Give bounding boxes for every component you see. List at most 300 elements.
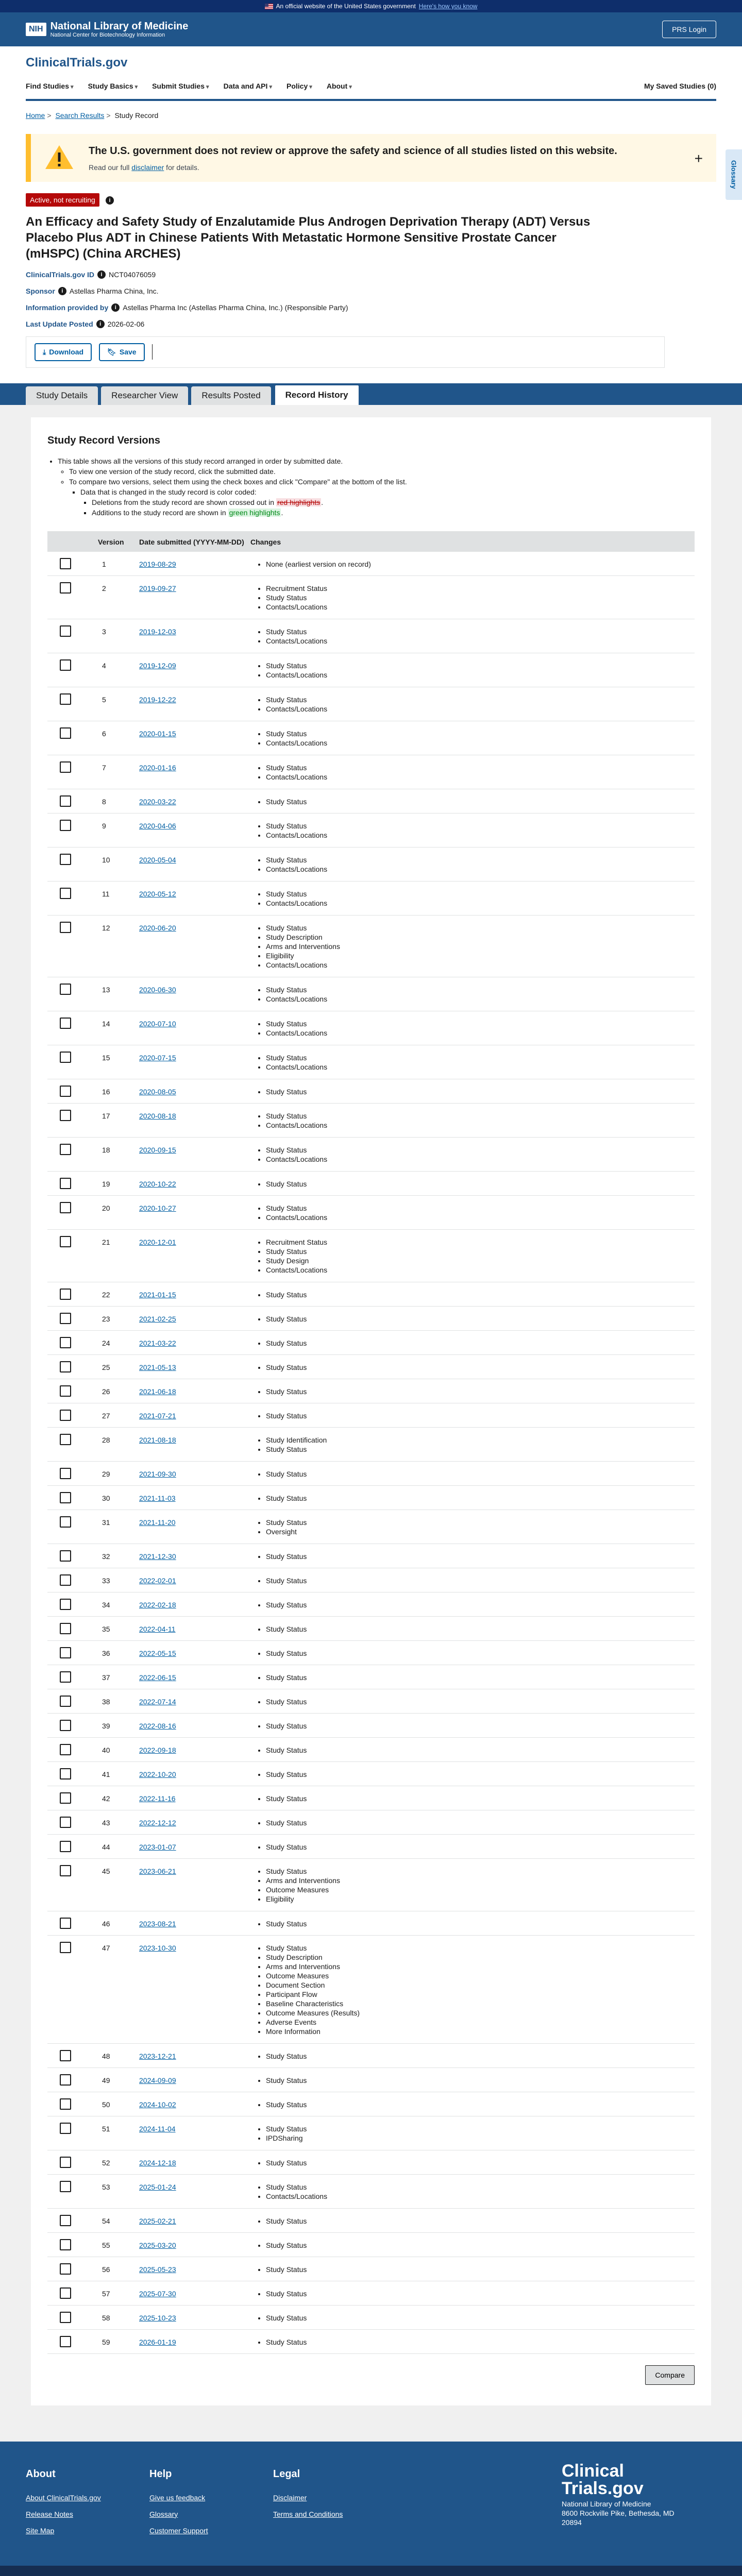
version-checkbox[interactable] [60, 1434, 71, 1445]
change-item: • Document Section [266, 1980, 695, 1990]
breadcrumb-search-results[interactable]: Search Results [55, 111, 105, 120]
version-checkbox[interactable] [60, 1647, 71, 1658]
change-item: • Study Status [266, 855, 695, 865]
version-checkbox[interactable] [60, 795, 71, 807]
version-checkbox[interactable] [60, 1492, 71, 1503]
version-number: 52 [102, 2158, 110, 2167]
gov-banner-text: An official website of the United States government [276, 3, 416, 10]
version-number: 48 [102, 2052, 110, 2060]
version-date-link[interactable]: 2020-10-27 [139, 1204, 176, 1212]
version-checkbox[interactable] [60, 1671, 71, 1683]
version-date-link[interactable]: 2022-04-11 [139, 1624, 176, 1633]
change-item: • Study Status [266, 627, 695, 636]
sponsor-row: Sponsor i Astellas Pharma China, Inc. [26, 286, 159, 295]
version-date-link[interactable]: 2020-05-04 [139, 855, 176, 864]
version-checkbox[interactable] [60, 2312, 71, 2323]
version-date-link[interactable]: 2025-03-20 [139, 2241, 176, 2249]
table-row [47, 619, 695, 653]
changes-list [266, 821, 695, 840]
version-checkbox[interactable] [60, 1202, 71, 1213]
footer-link[interactable]: About ClinicalTrials.gov [26, 2493, 101, 2502]
change-item: • Contacts/Locations [266, 1155, 695, 1164]
version-checkbox[interactable] [60, 1623, 71, 1634]
change-item: • Study Status [266, 1842, 695, 1852]
version-checkbox[interactable] [60, 2098, 71, 2110]
version-date-link[interactable]: 2023-01-07 [139, 1842, 176, 1851]
version-date-link[interactable]: 2025-10-23 [139, 2313, 176, 2322]
version-checkbox[interactable] [60, 2050, 71, 2061]
changes-list [266, 985, 695, 1004]
version-checkbox[interactable] [60, 1574, 71, 1586]
table-row [47, 1544, 695, 1568]
save-button[interactable]: 🔖︎ Save [99, 343, 144, 361]
compare-button[interactable]: Compare [645, 2365, 695, 2385]
version-date-link[interactable]: 2022-02-01 [139, 1576, 176, 1585]
version-checkbox[interactable] [60, 1236, 71, 1247]
version-date-link[interactable]: 2022-11-16 [139, 1794, 176, 1803]
version-date-link[interactable]: 2022-02-18 [139, 1600, 176, 1609]
version-number: 23 [102, 1314, 110, 1323]
change-item: • Outcome Measures [266, 1885, 695, 1894]
nav-study-basics[interactable]: Study Basics ▾ [88, 82, 138, 90]
change-item: • Study Status [266, 1111, 695, 1121]
changes-list [266, 1624, 695, 1634]
change-item: • Contacts/Locations [266, 831, 695, 840]
footer-link[interactable]: Customer Support [149, 2526, 208, 2535]
version-date-link[interactable]: 2020-09-15 [139, 1145, 176, 1154]
change-item: • Study Status [266, 1867, 695, 1876]
table-header-row [47, 531, 695, 552]
version-number: 7 [102, 763, 106, 772]
version-date-link[interactable]: 2020-06-30 [139, 985, 176, 994]
version-date-link[interactable]: 2021-01-15 [139, 1290, 176, 1299]
changes-list [266, 1204, 695, 1222]
changes-list [266, 1338, 695, 1348]
changes-list [266, 2182, 695, 2201]
change-item: • Arms and Interventions [266, 1962, 695, 1971]
clinicaltrials-logo[interactable]: ClinicalTrials.gov [26, 56, 128, 70]
history-title: Study Record Versions [47, 434, 160, 446]
footer-link[interactable]: Site Map [26, 2526, 55, 2535]
table-row [47, 847, 695, 881]
version-date-link[interactable]: 2021-02-25 [139, 1314, 176, 1323]
table-row [47, 1306, 695, 1330]
version-checkbox[interactable] [60, 1086, 71, 1097]
version-date-link[interactable]: 2022-08-16 [139, 1721, 176, 1730]
version-checkbox[interactable] [60, 1313, 71, 1324]
tab-study-details[interactable]: Study Details [26, 386, 98, 405]
change-item: • IPDSharing [266, 2133, 695, 2143]
changes-list [266, 1943, 695, 2036]
change-item: • Contacts/Locations [266, 1265, 695, 1275]
change-item: • Contacts/Locations [266, 602, 695, 612]
changes-list [266, 889, 695, 908]
addition-highlight-sample: green highlights [229, 508, 280, 517]
change-item: • Study Status [266, 797, 695, 806]
version-checkbox[interactable] [60, 659, 71, 671]
version-checkbox[interactable] [60, 2181, 71, 2192]
version-number: 10 [102, 855, 110, 864]
version-number: 19 [102, 1179, 110, 1188]
version-number: 50 [102, 2100, 110, 2109]
version-checkbox[interactable] [60, 1768, 71, 1780]
version-date-link[interactable]: 2021-08-18 [139, 1435, 176, 1444]
version-checkbox[interactable] [60, 558, 71, 569]
version-checkbox[interactable] [60, 1792, 71, 1804]
table-row [47, 1689, 695, 1713]
version-date-link[interactable]: 2022-10-20 [139, 1770, 176, 1778]
breadcrumb-home[interactable]: Home [26, 111, 45, 120]
version-number: 45 [102, 1867, 110, 1875]
version-checkbox[interactable] [60, 1385, 71, 1397]
version-number: 27 [102, 1411, 110, 1420]
change-item: • Contacts/Locations [266, 738, 695, 748]
change-item: • Arms and Interventions [266, 1876, 695, 1885]
footer-link[interactable]: Release Notes [26, 2510, 73, 2518]
change-item: • Contacts/Locations [266, 1213, 695, 1222]
footer-about-col: About About ClinicalTrials.gov Release Notes Site Map [26, 2468, 149, 2543]
version-date-link[interactable]: 2025-01-24 [139, 2182, 176, 2191]
footer-help-col: Help Give us feedback Glossary Customer Support [149, 2468, 273, 2543]
version-checkbox[interactable] [60, 1410, 71, 1421]
version-date-link[interactable]: 2021-12-30 [139, 1552, 176, 1561]
change-item: • Study Status [266, 1179, 695, 1189]
table-row [47, 1195, 695, 1229]
nlm-logo[interactable] [26, 21, 188, 38]
version-number: 30 [102, 1494, 110, 1502]
version-checkbox[interactable] [60, 1550, 71, 1562]
version-checkbox[interactable] [60, 625, 71, 637]
version-number: 5 [102, 695, 106, 704]
version-checkbox[interactable] [60, 2215, 71, 2226]
version-checkbox[interactable] [60, 2287, 71, 2299]
footer-link[interactable]: Terms and Conditions [273, 2510, 343, 2518]
version-date-link[interactable]: 2020-12-01 [139, 1238, 176, 1246]
version-date-link[interactable]: 2024-11-04 [139, 2124, 176, 2133]
us-flag-icon [265, 4, 273, 9]
version-date-link[interactable]: 2020-03-22 [139, 797, 176, 806]
changes-list [266, 2052, 695, 2061]
footer-link[interactable]: Glossary [149, 2510, 178, 2518]
change-item: • Study Status [266, 1552, 695, 1561]
version-checkbox[interactable] [60, 854, 71, 865]
change-item: • Participant Flow [266, 1990, 695, 1999]
tab-researcher-view[interactable]: Researcher View [101, 386, 188, 405]
version-date-link[interactable]: 2020-05-12 [139, 889, 176, 898]
version-date-link[interactable]: 2021-07-21 [139, 1411, 176, 1420]
version-checkbox[interactable] [60, 2336, 71, 2347]
version-checkbox[interactable] [60, 1178, 71, 1189]
version-date-link[interactable]: 2024-10-02 [139, 2100, 176, 2109]
version-checkbox[interactable] [60, 1144, 71, 1155]
version-date-link[interactable]: 2025-02-21 [139, 2216, 176, 2225]
version-date-link[interactable]: 2023-10-30 [139, 1943, 176, 1952]
version-checkbox[interactable] [60, 888, 71, 899]
table-row [47, 721, 695, 755]
version-checkbox[interactable] [60, 1720, 71, 1731]
download-button[interactable]: ⤓ Download [35, 343, 92, 361]
change-item: • Recruitment Status [266, 584, 695, 593]
table-row [47, 2305, 695, 2329]
footer-nlm [0, 2566, 742, 2576]
version-checkbox[interactable] [60, 1942, 71, 1953]
footer-link[interactable]: Disclaimer [273, 2493, 307, 2502]
version-checkbox[interactable] [60, 1817, 71, 1828]
info-provided-info-icon[interactable]: i [111, 303, 120, 312]
status-badge: Active, not recruiting [26, 193, 99, 207]
change-item: • Study Status [266, 763, 695, 772]
footer-ct-logo[interactable]: Clinical Trials.gov [562, 2461, 644, 2498]
changes-list [266, 560, 695, 569]
version-date-link[interactable]: 2021-11-20 [139, 1518, 176, 1527]
table-row [47, 2043, 695, 2067]
version-number: 25 [102, 1363, 110, 1371]
nav-data-api[interactable]: Data and API ▾ [224, 82, 272, 90]
table-row [47, 2092, 695, 2116]
changes-list [266, 1697, 695, 1706]
version-checkbox[interactable] [60, 2157, 71, 2168]
version-number: 59 [102, 2337, 110, 2346]
changes-list [266, 1600, 695, 1609]
version-date-link[interactable]: 2020-01-16 [139, 763, 176, 772]
warning-icon [44, 144, 74, 170]
version-checkbox[interactable] [60, 1052, 71, 1063]
change-item: • Study Description [266, 1953, 695, 1962]
version-number: 2 [102, 584, 106, 592]
change-item: • Study Status [266, 2076, 695, 2085]
version-checkbox[interactable] [60, 1018, 71, 1029]
alert-title: The U.S. government does not review or approve the safety and science of all studies listed on this website. [89, 145, 617, 157]
change-item: • Study Status [266, 1338, 695, 1348]
version-date-link[interactable]: 2022-12-12 [139, 1818, 176, 1827]
version-date-link[interactable]: 2020-06-20 [139, 923, 176, 932]
info-provided-value: Astellas Pharma Inc (Astellas Pharma China, Inc.) (Responsible Party) [123, 303, 348, 312]
version-date-link[interactable]: 2021-11-03 [139, 1494, 176, 1502]
version-date-link[interactable]: 2020-07-15 [139, 1053, 176, 1062]
changes-list [266, 1745, 695, 1755]
changes-list [266, 1919, 695, 1928]
version-date-link[interactable]: 2020-10-22 [139, 1179, 176, 1188]
version-date-link[interactable]: 2023-06-21 [139, 1867, 176, 1875]
change-item: • Study Status [266, 1721, 695, 1731]
nav-submit-studies[interactable]: Submit Studies ▾ [152, 82, 209, 90]
version-checkbox[interactable] [60, 820, 71, 831]
version-number: 38 [102, 1697, 110, 1706]
change-item: • Study Status [266, 593, 695, 602]
table-row [47, 1713, 695, 1737]
change-item: • Study Status [266, 1469, 695, 1479]
expand-plus-icon[interactable]: + [694, 150, 703, 166]
my-saved-studies-link[interactable]: My Saved Studies (0) [644, 82, 716, 90]
version-number: 9 [102, 821, 106, 830]
version-number: 39 [102, 1721, 110, 1730]
table-row [47, 1461, 695, 1485]
change-item: • Study Status [266, 2182, 695, 2192]
version-number: 11 [102, 889, 110, 898]
version-date-link[interactable]: 2026-01-19 [139, 2337, 176, 2346]
version-checkbox[interactable] [60, 1696, 71, 1707]
version-date-link[interactable]: 2024-12-18 [139, 2158, 176, 2167]
version-date-link[interactable]: 2023-12-21 [139, 2052, 176, 2060]
changes-list [266, 1494, 695, 1503]
change-item: • Study Status [266, 1770, 695, 1779]
table-row [47, 1379, 695, 1403]
disclaimer-link[interactable]: disclaimer [131, 163, 164, 172]
changes-list [266, 1087, 695, 1096]
prs-login-button[interactable]: PRS Login [662, 21, 716, 38]
version-number: 58 [102, 2313, 110, 2322]
version-checkbox[interactable] [60, 1337, 71, 1348]
version-date-link[interactable]: 2022-05-15 [139, 1649, 176, 1657]
change-item: • Study Status [266, 1290, 695, 1299]
tab-record-history[interactable]: Record History [274, 384, 360, 405]
version-number: 53 [102, 2182, 110, 2191]
changes-list [266, 729, 695, 748]
col-select [47, 531, 88, 552]
changes-list [266, 1363, 695, 1372]
version-date-link[interactable]: 2022-06-15 [139, 1673, 176, 1682]
version-checkbox[interactable] [60, 1918, 71, 1929]
gov-banner [0, 0, 742, 12]
table-row [47, 1810, 695, 1834]
study-tabs [0, 383, 742, 405]
changes-list [266, 627, 695, 646]
table-row [47, 1485, 695, 1510]
table-row [47, 755, 695, 789]
version-checkbox[interactable] [60, 984, 71, 995]
gov-banner-link[interactable]: Here's how you know [418, 3, 478, 10]
changes-list [266, 2313, 695, 2323]
table-row [47, 687, 695, 721]
version-date-link[interactable]: 2020-04-06 [139, 821, 176, 830]
footer-link[interactable]: Give us feedback [149, 2493, 206, 2502]
version-date-link[interactable]: 2021-05-13 [139, 1363, 176, 1371]
changes-list [266, 1053, 695, 1072]
main-nav [26, 77, 716, 95]
change-item: • Contacts/Locations [266, 2192, 695, 2201]
version-checkbox[interactable] [60, 727, 71, 739]
version-checkbox[interactable] [60, 1361, 71, 1372]
nlm-title: National Library of Medicine [50, 20, 189, 32]
status-info-icon[interactable]: i [106, 196, 114, 205]
deletion-highlight-sample: red highlights [277, 498, 321, 506]
version-checkbox[interactable] [60, 922, 71, 933]
version-date-link[interactable]: 2019-12-09 [139, 661, 176, 670]
version-number: 44 [102, 1842, 110, 1851]
change-item: • Study Status [266, 1314, 695, 1324]
version-checkbox[interactable] [60, 693, 71, 705]
version-date-link[interactable]: 2022-09-18 [139, 1745, 176, 1754]
version-checkbox[interactable] [60, 1744, 71, 1755]
version-checkbox[interactable] [60, 761, 71, 773]
version-date-link[interactable]: 2019-12-22 [139, 695, 176, 704]
change-item: • Study Status [266, 1247, 695, 1256]
table-row [47, 1616, 695, 1640]
version-number: 20 [102, 1204, 110, 1212]
version-checkbox[interactable] [60, 1599, 71, 1610]
tab-results-posted[interactable]: Results Posted [191, 386, 271, 405]
version-date-link[interactable]: 2021-03-22 [139, 1338, 176, 1347]
version-date-link[interactable]: 2024-09-09 [139, 2076, 176, 2084]
version-checkbox[interactable] [60, 1468, 71, 1479]
change-item: • Study Status [266, 1411, 695, 1420]
version-checkbox[interactable] [60, 1289, 71, 1300]
version-checkbox[interactable] [60, 1865, 71, 1876]
action-divider [152, 344, 153, 360]
version-date-link[interactable]: 2022-07-14 [139, 1697, 176, 1706]
change-item: • Study Status [266, 1649, 695, 1658]
changes-list [266, 2265, 695, 2274]
version-date-link[interactable]: 2025-05-23 [139, 2265, 176, 2274]
version-number: 26 [102, 1387, 110, 1396]
change-item: • Contacts/Locations [266, 1028, 695, 1038]
change-item: • Study Status [266, 1363, 695, 1372]
changes-list [266, 1842, 695, 1852]
id-info-icon[interactable]: i [97, 270, 106, 279]
version-date-link[interactable]: 2020-01-15 [139, 729, 176, 738]
changes-list [266, 1238, 695, 1275]
nav-policy[interactable]: Policy ▾ [286, 82, 312, 90]
last-update-info-icon[interactable]: i [96, 320, 105, 328]
version-checkbox[interactable] [60, 1841, 71, 1852]
version-number: 12 [102, 923, 110, 932]
version-checkbox[interactable] [60, 1110, 71, 1121]
sponsor-info-icon[interactable]: i [58, 287, 66, 295]
table-row [47, 2329, 695, 2353]
changes-list [266, 1673, 695, 1682]
version-date-link[interactable]: 2019-08-29 [139, 560, 176, 568]
change-item: • Study Status [266, 2216, 695, 2226]
version-date-link[interactable]: 2019-09-27 [139, 584, 176, 592]
changes-list [266, 1290, 695, 1299]
change-item: • Outcome Measures [266, 1971, 695, 1980]
version-checkbox[interactable] [60, 2239, 71, 2250]
version-date-link[interactable]: 2025-07-30 [139, 2289, 176, 2298]
version-date-link[interactable]: 2020-08-18 [139, 1111, 176, 1120]
version-checkbox[interactable] [60, 582, 71, 594]
version-checkbox[interactable] [60, 1516, 71, 1528]
version-number: 1 [102, 560, 106, 568]
change-item: • Study Status [266, 2337, 695, 2347]
version-date-link[interactable]: 2020-07-10 [139, 1019, 176, 1028]
version-number: 40 [102, 1745, 110, 1754]
change-item: • Study Status [266, 821, 695, 831]
table-row [47, 977, 695, 1011]
table-row [47, 1354, 695, 1379]
version-checkbox[interactable] [60, 2123, 71, 2134]
version-date-link[interactable]: 2023-08-21 [139, 1919, 176, 1928]
table-row [47, 1330, 695, 1354]
table-row [47, 2232, 695, 2257]
version-date-link[interactable]: 2021-06-18 [139, 1387, 176, 1396]
change-item: • Study Status [266, 1518, 695, 1527]
nav-find-studies[interactable]: Find Studies ▾ [26, 82, 74, 90]
nav-about[interactable]: About ▾ [327, 82, 352, 90]
changes-list [266, 1552, 695, 1561]
version-date-link[interactable]: 2020-08-05 [139, 1087, 176, 1096]
sponsor-value: Astellas Pharma China, Inc. [69, 286, 159, 295]
version-date-link[interactable]: 2019-12-03 [139, 627, 176, 636]
version-number: 37 [102, 1673, 110, 1682]
version-checkbox[interactable] [60, 2074, 71, 2086]
changes-list [266, 1518, 695, 1536]
versions-table [47, 531, 695, 2354]
table-row [47, 2150, 695, 2174]
change-item: • Study Status [266, 695, 695, 704]
version-date-link[interactable]: 2021-09-30 [139, 1469, 176, 1478]
glossary-tab[interactable]: Glossary [726, 149, 742, 200]
version-checkbox[interactable] [60, 2263, 71, 2275]
